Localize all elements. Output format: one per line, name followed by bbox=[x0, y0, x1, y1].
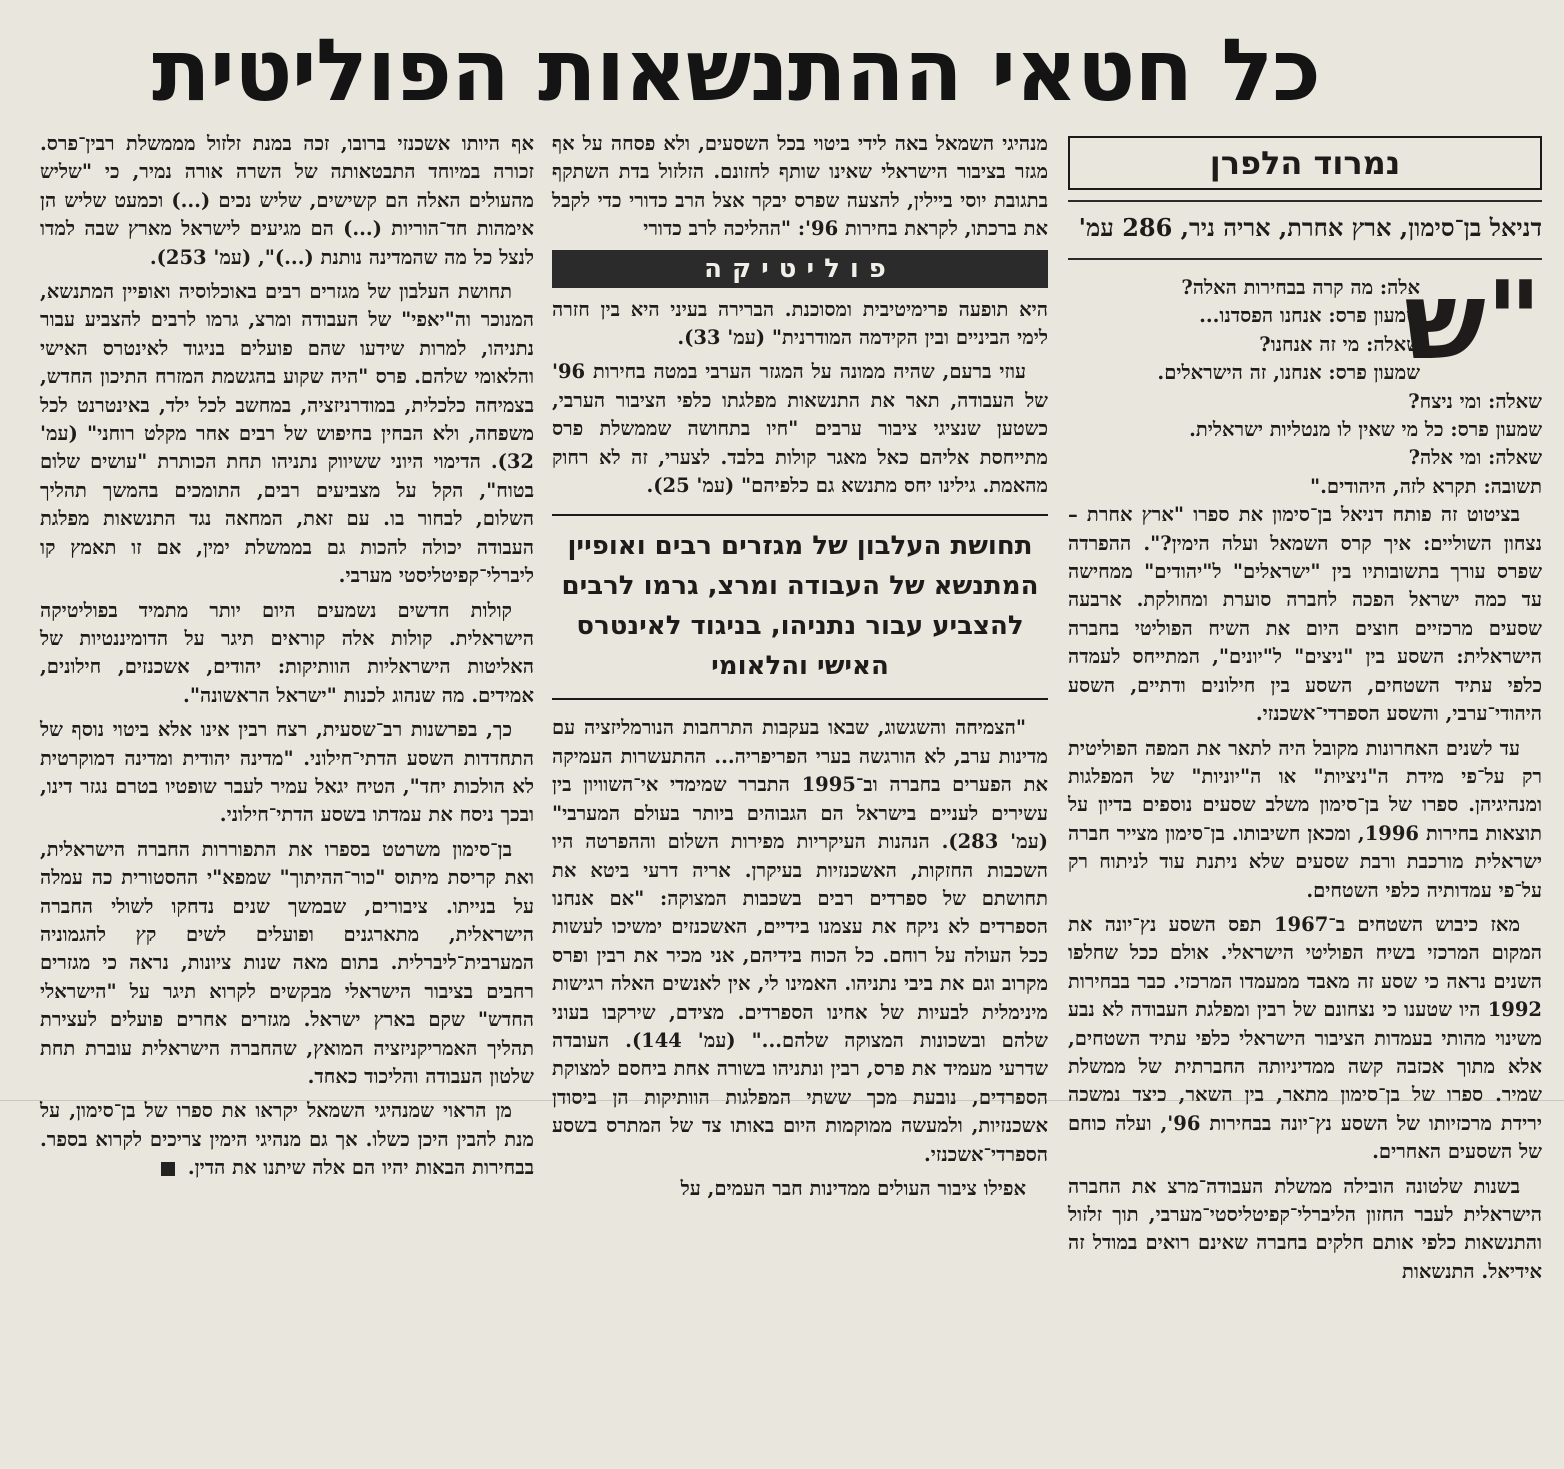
closing-paragraph-text: מן הראוי שמנהיגי השמאל יקראו את ספרו של בן־סימון, על מנת להבין היכן כשלו. אך גם מנהיגי הימין צריכים לקרוא בספר. בבחירות הבאות יהיו הם אלה שיתנו את הדין. bbox=[40, 1099, 534, 1180]
pull-quote: תחושת העלבון של מגזרים רבים ואופיין המתנשא של העבודה ומרצ, גרמו לרבים להצביע עבור נתניהו, בניגוד לאינטרס האישי והלאומי bbox=[552, 514, 1048, 700]
column-left bbox=[40, 130, 534, 1189]
column-right bbox=[1068, 130, 1542, 1292]
end-of-article-icon bbox=[161, 1162, 175, 1176]
paragraph: היא תופעה פרימיטיבית ומסוכנת. הברירה בעיני היא בין חזרה לימי הביניים ובין הקידמה המודרנית" (עמ' 33). bbox=[552, 297, 1048, 350]
interview-line: שאלה: מי זה אנחנו? bbox=[1259, 332, 1420, 356]
column-middle bbox=[552, 130, 1048, 1209]
opening-interview bbox=[1068, 259, 1542, 501]
interview-line: שמעון פרס: אנחנו, זה הישראלים. bbox=[1157, 361, 1420, 385]
drop-cap: "ש bbox=[1403, 259, 1542, 384]
paragraph: תחושת העלבון של מגזרים רבים באוכלוסיה ואופיין המתנשא, המנוכר וה"יאפי" של העבודה ומרצ, גרמו לרבים להצביע עבור נתניהו, למרות שידעו שהם פועלים בניגוד לאינטרס האישי והלאומי שלהם. פרס "היה שקוע בהגשמת המזרח התיכון החדש, בצמיחה כלכלית, במודרניזציה, במחשב לכל ילד, באינטרנט לכל משפחה, ולא הבחין בחיפוש של רבים אחר מקלט רוחני" (עמ' 32). הדימוי היוני ששיווק נתניהו תחת הכותרת "עושים שלום בטוח", הקל על מצביעים רבים, התומכים בהמשך תהליך השלום, לבחור בו. עם זאת, המחאה נגד התנשאות מפלגת העבודה יכולה להכות גם בממשלת ימין, אם זו תאמץ קו ליברלי־קפיטליסטי מערבי. bbox=[40, 280, 534, 588]
interview-line: שאלה: ומי אלה? bbox=[1408, 446, 1542, 470]
paragraph: כך, בפרשנות רב־שסעית, רצח רבין אינו אלא ביטוי נוסף של התחדדות השסע הדתי־חילוני. "מדינה יהודית ומדינה דמוקרטית לא הולכות יחד", הטיח יגאל עמיר לעבר שופטיו בטרם נגזר דינו, ובכך ניסח את עמדתו בשסע הדתי־חילוני. bbox=[40, 718, 534, 827]
paragraph: עד לשנים האחרונות מקובל היה לתאר את המפה הפוליטית רק על־פי מידת ה"ניציות" או ה"יוניות" של המפלגות ומנהיגיהן. ספרו של בן־סימון משלב שסעים נוספים בדיון על תוצאות בחירות 1996, ומכאן חשיבותו. בן־סימון מצייר חברה ישראלית מורכבת ורבת שסעים שלא ניתנת עוד לניתוח רק על־פי עמדותיה כלפי השטחים. bbox=[1068, 736, 1542, 902]
paragraph: קולות חדשים נשמעים היום יותר מתמיד בפוליטיקה הישראלית. קולות אלה קוראים תיגר על הדומיננטיות של האליטות הישראליות הוותיקות: יהודים, אשכנזים, חילונים, אמידים. מה שנהוג לכנות "ישראל הראשונה". bbox=[40, 598, 534, 707]
paragraph: מאז כיבוש השטחים ב־1967 תפס השסע נץ־יונה את המקום המרכזי בשיח הפוליטי הישראלי. אולם ככל שחלפו השנים נראה כי שסע זה מאבד ממעמדו המרכזי. כבר בבחירות 1992 היו שטענו כי נצחונם של רבין ומפלגת העבודה לא נבע משינוי מהותי בעמדות הציבור הישראלי כלפי עתיד השטחים, אלא מתוך אכזבה קשה ממדיניותה החברתית של ממשלת שמיר. ספרו של בן־סימון מתאר, בין השאר, כיצד נמשכה ירידת מרכזיותו של השסע נץ־יונה בבחירות 96', ועלה כוחם של השסעים האחרים. bbox=[1068, 912, 1542, 1164]
paragraph: בן־סימון משרטט בספרו את התפוררות החברה הישראלית, ואת קריסת מיתוס "כור־ההיתוך" שמפא"י ההסטורית כה עמלה על בנייתו. ציבורים, שבמשך שנים נדחקו לשולי החברה הישראלית, מתארגנים ופועלים לשים קץ להגמוניה המערבית־ליברלית. בתום מאה שנות ציונות, נראה כי מגזרים רחבים בציבור הישראלי מבקשים לקרוא תיגר על "הישראלי החדש" שקם בארץ ישראל. מגזרים אחרים פועלים לעצירת תהליך האמריקניזציה המואץ, שהחברה הישראלית עוברת תחת שלטון העבודה והליכוד כאחד. bbox=[40, 837, 534, 1088]
paragraph bbox=[40, 1097, 534, 1182]
paper-fold bbox=[0, 1100, 1564, 1101]
interview-line: אלה: מה קרה בבחירות האלה? bbox=[1181, 276, 1420, 299]
author-byline: נמרוד הלפרן bbox=[1068, 136, 1542, 190]
interview-line: שאלה: ומי ניצח? bbox=[1408, 389, 1542, 413]
divider bbox=[1068, 200, 1542, 202]
paragraph: אפילו ציבור העולים ממדינות חבר העמים, על bbox=[680, 1176, 1026, 1200]
paragraph: בציטוט זה פותח דניאל בן־סימון את ספרו "ארץ אחרת – נצחון השוליים: איך קרס השמאל ועלה הימין?". ההפרדה שפרס עורך בתשובותיו בין "ישראלים" ל"יהודים" ממחישה עד כמה ישראל הפכה לחברה סוערת ומחולקת. ארבעה שסעים מרכזיים חוצים היום את השיח הפוליטי בחברה הישראלית: השסע בין "ניצים" ל"יונים", המתייחס לעמדה כלפי עתיד השטחים, השסע בין חילונים ודתיים, השסע היהודי־ערבי, והשסע הספרדי־אשכנזי. bbox=[1068, 503, 1542, 726]
interview-line: שמעון פרס: אנחנו הפסדנו... bbox=[1199, 304, 1420, 328]
book-info: דניאל בן־סימון, ארץ אחרת, אריה ניר, 286 עמ' bbox=[1078, 213, 1542, 242]
interview-line: שמעון פרס: כל מי שאין לו מנטליות ישראלית. bbox=[1189, 418, 1542, 442]
paragraph: "הצמיחה והשגשוג, שבאו בעקבות התרחבות הנורמליזציה עם מדינות ערב, לא הורגשה בערי הפריפריה... ההתעשרות העמיקה את הפערים בחברה וב־1995 התברר שמימדי אי־השוויון בין עשירים לעניים בישראל הם הגבוהים ביותר בעולם המערבי" (עמ' 283). הנהנות העיקריות מפירות השלום וההפרטה היו השכבות החזקות, האשכנזיות בעיקרן. אריה דרעי ביטא את תחושתם של ספרדים רבים בשכבות המצוקה: "אם אנחנו הספרדים לא ניקח את עצמנו בידיים, האשכנזים ימשיכו לעשות ככל העולה על רוחם. כל הכוח בידיהם, אני מכיר את רבין ופרס מקרוב וגם את ביבי נתניהו. האמינו לי, אין לאנשים האלה רגישות מינימלית לבעיות של אחינו הספרדים. מצידם, שירקבו בעוני שלהם ובשכונות המצוקה שלהם..." (עמ' 144). העובדה שדרעי מעמיד את פרס, רבין ונתניהו בשורה אחת ביחסם למצוקת הספרדים, נובעת מכך ששתי המפלגות הוותיקות הן ביסודן אשכנזיות, ולמעשה ממוקמות היום באותו צד של המתרס בשסע הספרדי־אשכנזי. bbox=[552, 716, 1048, 1166]
paragraph: עוזי ברעם, שהיה ממונה על המגזר הערבי במטה בחירות 96' של העבודה, תאר את התנשאות מפלגתו כלפי הציבור הערבי, כשטען שנציגי ציבור ערבים "חיו בתחושה שממשלת פרס מתייחסת אליהם כאל מאגר קולות בלבד. לצערי, זה לא רחוק מהאמת. גילינו יחס מתנשא גם כלפיהם" (עמ' 25). bbox=[552, 360, 1048, 498]
article-headline: כל חטאי ההתנשאות הפוליטית bbox=[152, 21, 1320, 121]
paragraph: בשנות שלטונה הובילה ממשלת העבודה־מרצ את החברה הישראלית לעבר החזון הליברלי־קפיטליסטי־מערבי, תוך זלזול והתנשאות כלפי אותם חלקים בחברה שאינם רואים במודל זה אידיאל. התנשאות bbox=[1068, 1174, 1542, 1283]
interview-line: תשובה: תקרא לזה, היהודים." bbox=[1309, 474, 1542, 498]
section-label: פוליטיקה bbox=[552, 250, 1048, 288]
paragraph: אף היותו אשכנזי ברובו, זכה במנת זלזול מממשלת רבין־פרס. זכורה במיוחד התבטאותה של השרה אורה נמיר, כי "שליש מהעולים האלה הם קשישים, שליש נכים (...) וכמעט שליש הן אימהות חד־הוריות (...) הם מגיעים לישראל מארץ שבה למדו לנצל כל מה שהמדינה נותנת (...)", (עמ' 253). bbox=[40, 132, 534, 269]
paragraph: מנהיגי השמאל באה לידי ביטוי בכל השסעים, ולא פסחה על אף מגזר בציבור הישראלי שאינו שותף לחזונם. הזלזול בדת השתקף בתגובת יוסי ביילין, להצעה שפרס יבקר אצל הרב כדורי כדי לקבל את ברכתו, לקראת בחירות 96': "ההליכה לרב כדורי bbox=[552, 132, 1048, 241]
